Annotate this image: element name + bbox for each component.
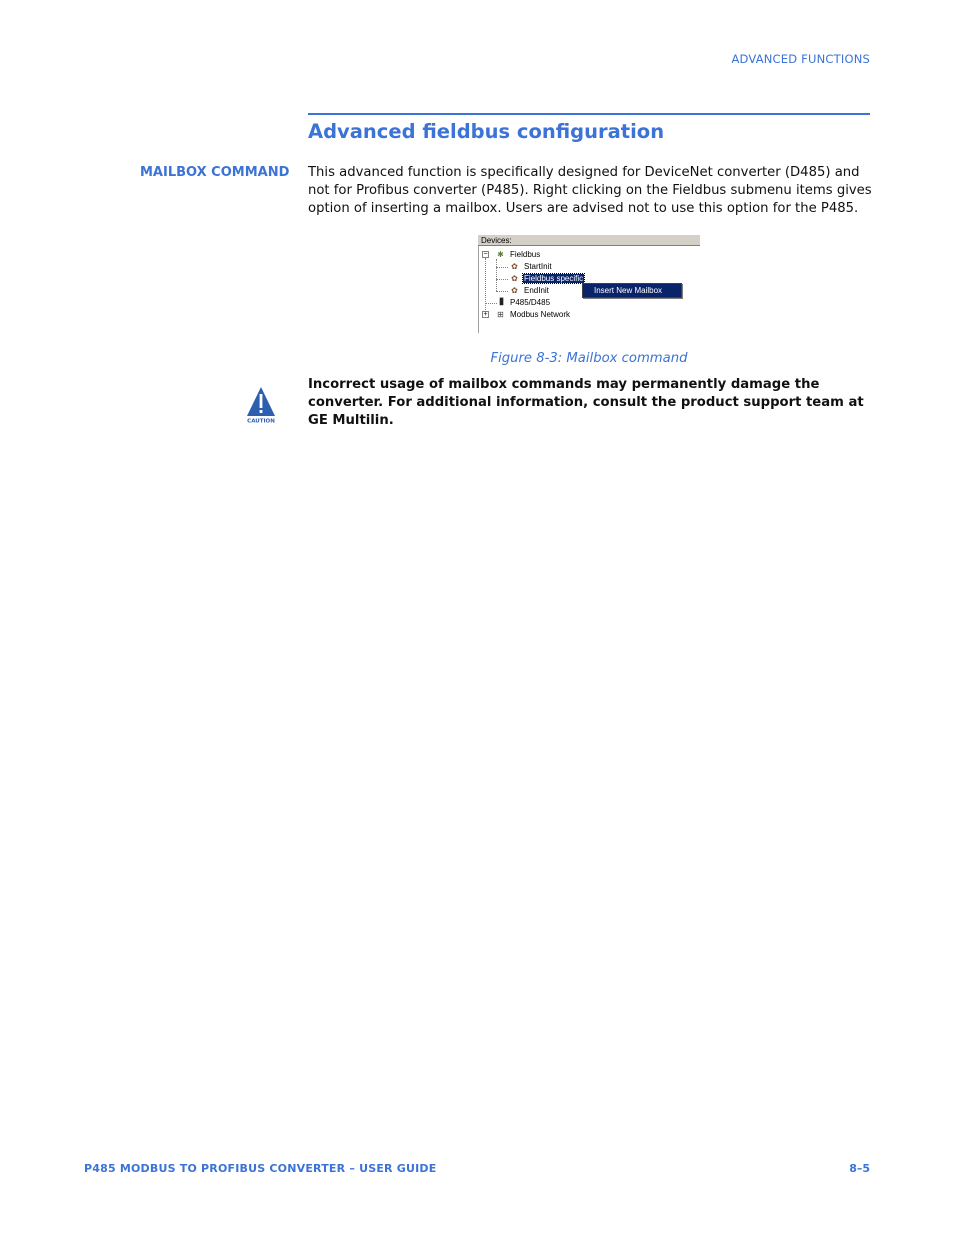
network-icon: ⊞ [497, 310, 504, 319]
tree-item-startinit[interactable]: StartInit [524, 262, 552, 271]
gear-icon: ✿ [511, 286, 518, 295]
insert-new-mailbox-item[interactable]: Insert New Mailbox [594, 286, 663, 295]
caution-icon-label: CAUTION [247, 418, 275, 424]
devices-panel-header [478, 234, 700, 246]
caution-text: Incorrect usage of mailbox commands may permanently damage the converter. For additional information, consult the product support team at GE Multilin. [308, 377, 864, 428]
tree-line [485, 258, 486, 316]
device-icon: ▮ [498, 296, 505, 307]
tree-item-device[interactable]: P485/D485 [510, 298, 551, 307]
figure-caption: Figure 8-3: Mailbox command [490, 351, 688, 366]
tree-line [496, 259, 497, 291]
tree-item-fieldbus-specific[interactable]: Fieldbus specific [524, 274, 584, 283]
tree-item-endinit[interactable]: EndInit [524, 286, 549, 295]
mailbox-heading: MAILBOX COMMAND [140, 165, 290, 180]
page-number: 8–5 [849, 1162, 870, 1175]
tree-line [496, 267, 508, 268]
fieldbus-icon: ✱ [497, 250, 504, 259]
context-menu[interactable] [582, 283, 682, 298]
devices-panel-label: Devices: [481, 236, 512, 245]
devices-tree-screenshot [478, 234, 700, 333]
running-header: ADVANCED FUNCTIONS [731, 52, 870, 66]
expand-icon[interactable]: + [483, 311, 488, 318]
tree-line [496, 279, 508, 280]
panel-edge [478, 246, 479, 333]
gear-icon: ✿ [511, 274, 518, 283]
tree-item-modbus-network[interactable]: Modbus Network [510, 310, 571, 319]
footer-title: P485 MODBUS TO PROFIBUS CONVERTER – USER GUIDE [84, 1162, 437, 1175]
section-title: Advanced fieldbus configuration [308, 120, 665, 143]
section-rule [308, 113, 870, 115]
tree-item-fieldbus[interactable]: Fieldbus [510, 250, 541, 259]
gear-icon: ✿ [511, 262, 518, 271]
caution-icon [245, 386, 277, 424]
collapse-icon[interactable]: − [483, 251, 488, 258]
tree-line [485, 303, 497, 304]
tree-line [496, 291, 508, 292]
mailbox-body: This advanced function is specifically designed for DeviceNet converter (D485) and not for Profibus converter (P485). Right clicking on the Fieldbus submenu items gives option of inserting a mailbox. Users are advised not to use this option for the P485. [308, 165, 872, 216]
